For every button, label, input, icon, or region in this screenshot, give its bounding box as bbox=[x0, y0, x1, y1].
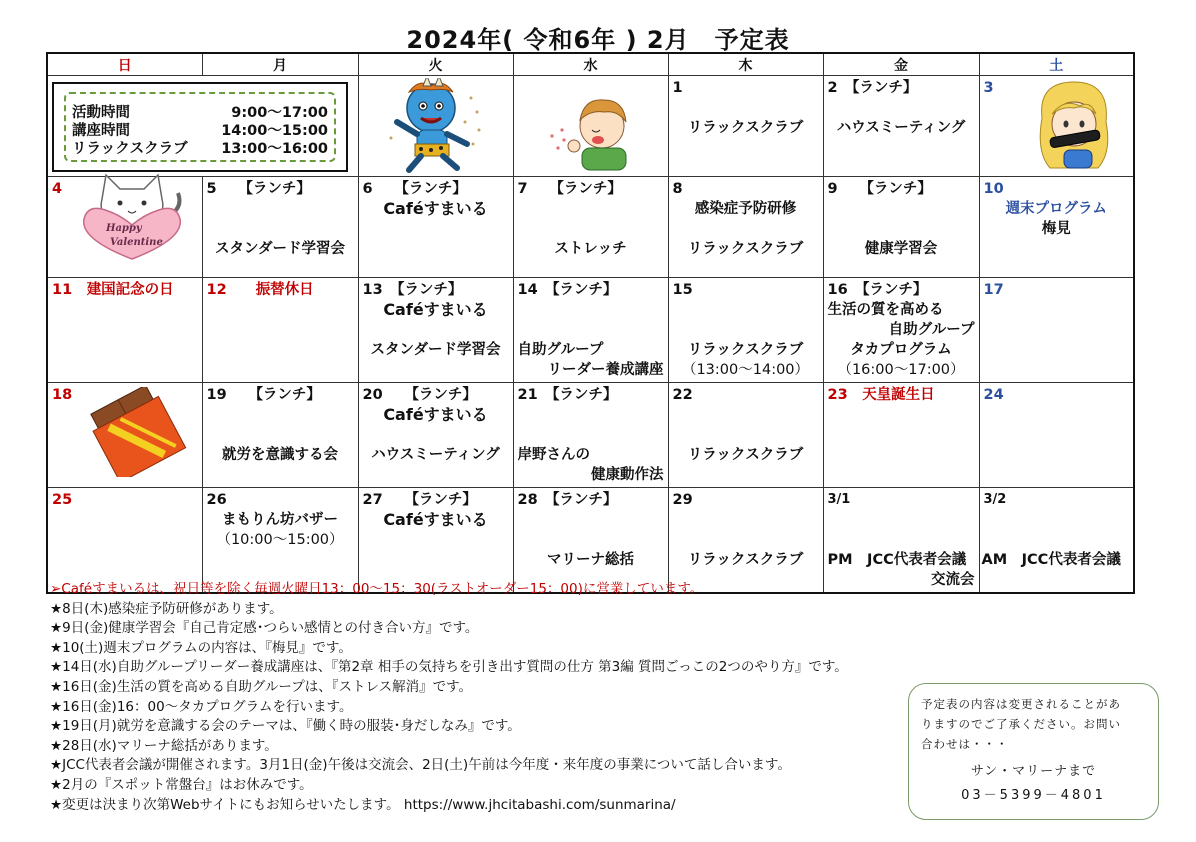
day-cell-28 bbox=[513, 488, 668, 594]
event-text: まもりん坊バザー bbox=[222, 512, 338, 528]
event-text: 交流会 bbox=[931, 572, 975, 588]
lunch-tag: 【ランチ】 bbox=[411, 492, 477, 508]
day-cell-4 bbox=[47, 177, 202, 278]
weekday-fri: 金 bbox=[823, 53, 979, 76]
day-cell-2 bbox=[823, 76, 979, 177]
event-text: リラックスクラブ bbox=[687, 552, 804, 568]
day-number: 12 bbox=[206, 282, 227, 298]
lunch-tag: 【ランチ】 bbox=[552, 492, 618, 508]
lunch-tag: 【ランチ】 bbox=[552, 387, 618, 403]
event-text: ハウスミーティング bbox=[371, 447, 500, 463]
day-number: 3 bbox=[983, 80, 994, 96]
day-number: 17 bbox=[983, 282, 1004, 298]
event-text: Caféすまいる bbox=[383, 300, 488, 319]
hours-box bbox=[52, 82, 348, 172]
weekday-mon: 月 bbox=[202, 53, 358, 76]
day-number: 22 bbox=[672, 387, 693, 403]
event-time: （16:00～17:00） bbox=[837, 362, 965, 378]
event-text: タカプログラム bbox=[850, 342, 952, 358]
bean-throwing-child-illustration bbox=[544, 90, 654, 172]
valentine-text-1: Happy bbox=[106, 223, 142, 234]
day-cell-18 bbox=[47, 383, 202, 488]
lunch-tag: 【ランチ】 bbox=[862, 282, 928, 298]
relax-label: リラックスクラブ bbox=[72, 141, 188, 157]
day-cell-16 bbox=[823, 278, 979, 383]
week-row-5 bbox=[47, 488, 1134, 594]
lunch-tag: 【ランチ】 bbox=[866, 181, 932, 197]
day-cell-23 bbox=[823, 383, 979, 488]
day-number: 10 bbox=[983, 181, 1004, 197]
contact-phone: 03－5399－4801 bbox=[961, 788, 1106, 803]
day-number: 19 bbox=[206, 387, 227, 403]
event-text: AM JCC代表者会議 bbox=[981, 552, 1121, 568]
event-text: 感染症予防研修 bbox=[694, 201, 797, 217]
note-item: ★16日(金)生活の質を高める自助グループは、『ストレス解消』です。 bbox=[50, 678, 472, 695]
note-item: ★16日(金)16：00～タカプログラムを行います。 bbox=[50, 698, 353, 715]
day-cell-24 bbox=[979, 383, 1134, 488]
day-number: 29 bbox=[672, 492, 693, 508]
holiday-name: 天皇誕生日 bbox=[862, 387, 935, 403]
day-number: 3/2 bbox=[983, 492, 1007, 507]
event-text: Caféすまいる bbox=[383, 405, 488, 424]
note-item: ★10(土)週末プログラムの内容は、『梅見』です。 bbox=[50, 639, 352, 656]
event-text: 健康学習会 bbox=[864, 241, 938, 257]
valentine-text-2: Valentine bbox=[110, 237, 163, 248]
week-row-3 bbox=[47, 278, 1134, 383]
day-cell-1 bbox=[668, 76, 823, 177]
day-number: 20 bbox=[362, 387, 383, 403]
note-item: ★9日(金)健康学習会『自己肯定感･つらい感情との付き合い方』です。 bbox=[50, 620, 479, 637]
lunch-tag: 【ランチ】 bbox=[411, 387, 477, 403]
day-cell-8 bbox=[668, 177, 823, 278]
day-number: 5 bbox=[206, 181, 217, 197]
weekday-tue: 火 bbox=[358, 53, 513, 76]
week-row-4 bbox=[47, 383, 1134, 488]
weekday-sat: 土 bbox=[979, 53, 1134, 76]
ehomaki-girl-illustration bbox=[1024, 78, 1124, 172]
calendar-grid bbox=[46, 52, 1135, 594]
day-cell-26 bbox=[202, 488, 358, 594]
day-number: 8 bbox=[672, 181, 683, 197]
day-cell-17 bbox=[979, 278, 1134, 383]
day-cell-10 bbox=[979, 177, 1134, 278]
hours-frame bbox=[64, 92, 336, 162]
day-cell-15 bbox=[668, 278, 823, 383]
week-row-2 bbox=[47, 177, 1134, 278]
day-cell-13 bbox=[358, 278, 513, 383]
event-text: ハウスミーティング bbox=[836, 120, 966, 136]
event-text: 生活の質を高める bbox=[827, 302, 944, 318]
lecture-label: 講座時間 bbox=[72, 123, 130, 139]
day-number: 4 bbox=[52, 181, 63, 197]
event-text: Caféすまいる bbox=[383, 199, 488, 218]
day-cell-3 bbox=[979, 76, 1134, 177]
oni-demon-illustration bbox=[379, 78, 489, 174]
relax-value: 13:00～16:00 bbox=[221, 141, 328, 157]
page-title: 2024年( 令和6年 ) 2月 予定表 bbox=[406, 26, 790, 54]
day-number: 24 bbox=[983, 387, 1004, 403]
activity-label: 活動時間 bbox=[72, 105, 130, 121]
note-item: ★変更は決まり次第Webサイトにもお知らせいたします。 https://www.jhcitabashi.com/sunmarina/ bbox=[50, 796, 676, 813]
day-number: 23 bbox=[827, 387, 848, 403]
event-text: Caféすまいる bbox=[383, 510, 488, 529]
contact-name: サン・マリーナまで bbox=[970, 764, 1097, 779]
holiday-name: 建国記念の日 bbox=[86, 282, 174, 298]
day-number: 27 bbox=[362, 492, 383, 508]
event-text: リラックスクラブ bbox=[687, 342, 804, 358]
activity-value: 9:00～17:00 bbox=[231, 105, 328, 121]
event-text: 週末プログラム bbox=[1005, 201, 1107, 217]
day-number: 11 bbox=[52, 282, 73, 298]
event-text: 自助グループ bbox=[888, 322, 975, 338]
day-cell-25 bbox=[47, 488, 202, 594]
note-item: ★JCC代表者会議が開催されます。3月1日(金)午後は交流会、2日(土)午前は今年度・来年度の事業について話し合います。 bbox=[50, 757, 791, 774]
day-cell-11 bbox=[47, 278, 202, 383]
note-item: ★8日(木)感染症予防研修があります。 bbox=[50, 600, 283, 617]
contact-box bbox=[908, 683, 1159, 820]
event-time: （13:00～14:00） bbox=[681, 362, 810, 378]
day-cell-5 bbox=[202, 177, 358, 278]
lunch-tag: 【ランチ】 bbox=[852, 80, 918, 96]
hours-info-cell bbox=[47, 76, 358, 177]
event-text: リラックスクラブ bbox=[687, 447, 804, 463]
note-item: ★28日(水)マリーナ総括があります。 bbox=[50, 737, 278, 754]
valentine-cat-illustration bbox=[72, 169, 192, 261]
weekday-sun: 日 bbox=[47, 53, 202, 76]
event-time: （10:00～15:00） bbox=[216, 532, 344, 548]
note-item: ★19日(月)就労を意識する会のテーマは、『働く時の服装･身だしなみ』です。 bbox=[50, 718, 521, 735]
lunch-tag: 【ランチ】 bbox=[245, 181, 311, 197]
day-cell-27 bbox=[358, 488, 513, 594]
lunch-tag: 【ランチ】 bbox=[255, 387, 321, 403]
blank-cell-tue bbox=[358, 76, 513, 177]
event-text: PM JCC代表者会議 bbox=[827, 552, 967, 568]
day-number: 26 bbox=[206, 492, 227, 508]
weekday-header-row bbox=[47, 53, 1134, 76]
day-number: 25 bbox=[52, 492, 73, 508]
notes-list bbox=[50, 580, 920, 815]
event-text: スタンダード学習会 bbox=[370, 342, 501, 358]
day-cell-7 bbox=[513, 177, 668, 278]
day-number: 13 bbox=[362, 282, 383, 298]
lecture-value: 14:00～15:00 bbox=[221, 123, 328, 139]
contact-text: 合わせは・・・ bbox=[921, 737, 1009, 751]
day-number: 7 bbox=[517, 181, 528, 197]
day-number: 21 bbox=[517, 387, 538, 403]
note-item: ➢Caféすまいるは、祝日等を除く毎週火曜日13：00～15：30(ラストオーダー15：00)に営業しています。 bbox=[50, 581, 704, 597]
day-number: 2 bbox=[827, 80, 838, 96]
week-row-1 bbox=[47, 76, 1134, 177]
day-cell-20 bbox=[358, 383, 513, 488]
blank-cell-wed bbox=[513, 76, 668, 177]
lunch-tag: 【ランチ】 bbox=[401, 181, 467, 197]
day-cell-21 bbox=[513, 383, 668, 488]
event-text: マリーナ総括 bbox=[547, 552, 634, 568]
note-item: ★2月の『スポット常盤台』はお休みです。 bbox=[50, 776, 313, 793]
holiday-name: 振替休日 bbox=[255, 282, 314, 298]
day-cell-29 bbox=[668, 488, 823, 594]
weekday-thu: 木 bbox=[668, 53, 823, 76]
event-text: ストレッチ bbox=[554, 241, 627, 257]
event-text: スタンダード学習会 bbox=[215, 241, 345, 257]
day-number: 9 bbox=[827, 181, 838, 197]
day-number: 14 bbox=[517, 282, 538, 298]
event-text: リラックスクラブ bbox=[687, 120, 804, 136]
day-cell-mar-1 bbox=[823, 488, 979, 594]
note-item: ★14日(水)自助グループリーダー養成講座は、『第2章 相手の気持ちを引き出す質問の仕方 第3編 質問ごっこの2つのやり方』です。 bbox=[50, 659, 848, 676]
day-number: 15 bbox=[672, 282, 693, 298]
lunch-tag: 【ランチ】 bbox=[556, 181, 622, 197]
day-cell-6 bbox=[358, 177, 513, 278]
event-text: 梅見 bbox=[1041, 221, 1071, 237]
event-text: 就労を意識する会 bbox=[222, 447, 338, 463]
day-cell-9 bbox=[823, 177, 979, 278]
day-number: 18 bbox=[52, 387, 73, 403]
event-text: 健康動作法 bbox=[591, 467, 664, 483]
day-cell-19 bbox=[202, 383, 358, 488]
day-number: 3/1 bbox=[827, 492, 851, 507]
day-number: 6 bbox=[362, 181, 373, 197]
chocolate-bar-illustration bbox=[72, 387, 192, 477]
contact-text: 予定表の内容は変更されることがあ bbox=[921, 697, 1121, 711]
day-number: 1 bbox=[672, 80, 683, 96]
event-text: リーダー養成講座 bbox=[547, 362, 664, 378]
lunch-tag: 【ランチ】 bbox=[552, 282, 618, 298]
day-cell-14 bbox=[513, 278, 668, 383]
day-number: 16 bbox=[827, 282, 848, 298]
weekday-wed: 水 bbox=[513, 53, 668, 76]
day-cell-mar-2 bbox=[979, 488, 1134, 594]
day-cell-22 bbox=[668, 383, 823, 488]
lunch-tag: 【ランチ】 bbox=[397, 282, 463, 298]
day-cell-12 bbox=[202, 278, 358, 383]
event-text: 自助グループ bbox=[517, 342, 604, 358]
day-number: 28 bbox=[517, 492, 538, 508]
event-text: 岸野さんの bbox=[517, 447, 590, 463]
event-text: リラックスクラブ bbox=[687, 241, 804, 257]
contact-text: りますのでご了承ください。お問い bbox=[921, 717, 1121, 731]
